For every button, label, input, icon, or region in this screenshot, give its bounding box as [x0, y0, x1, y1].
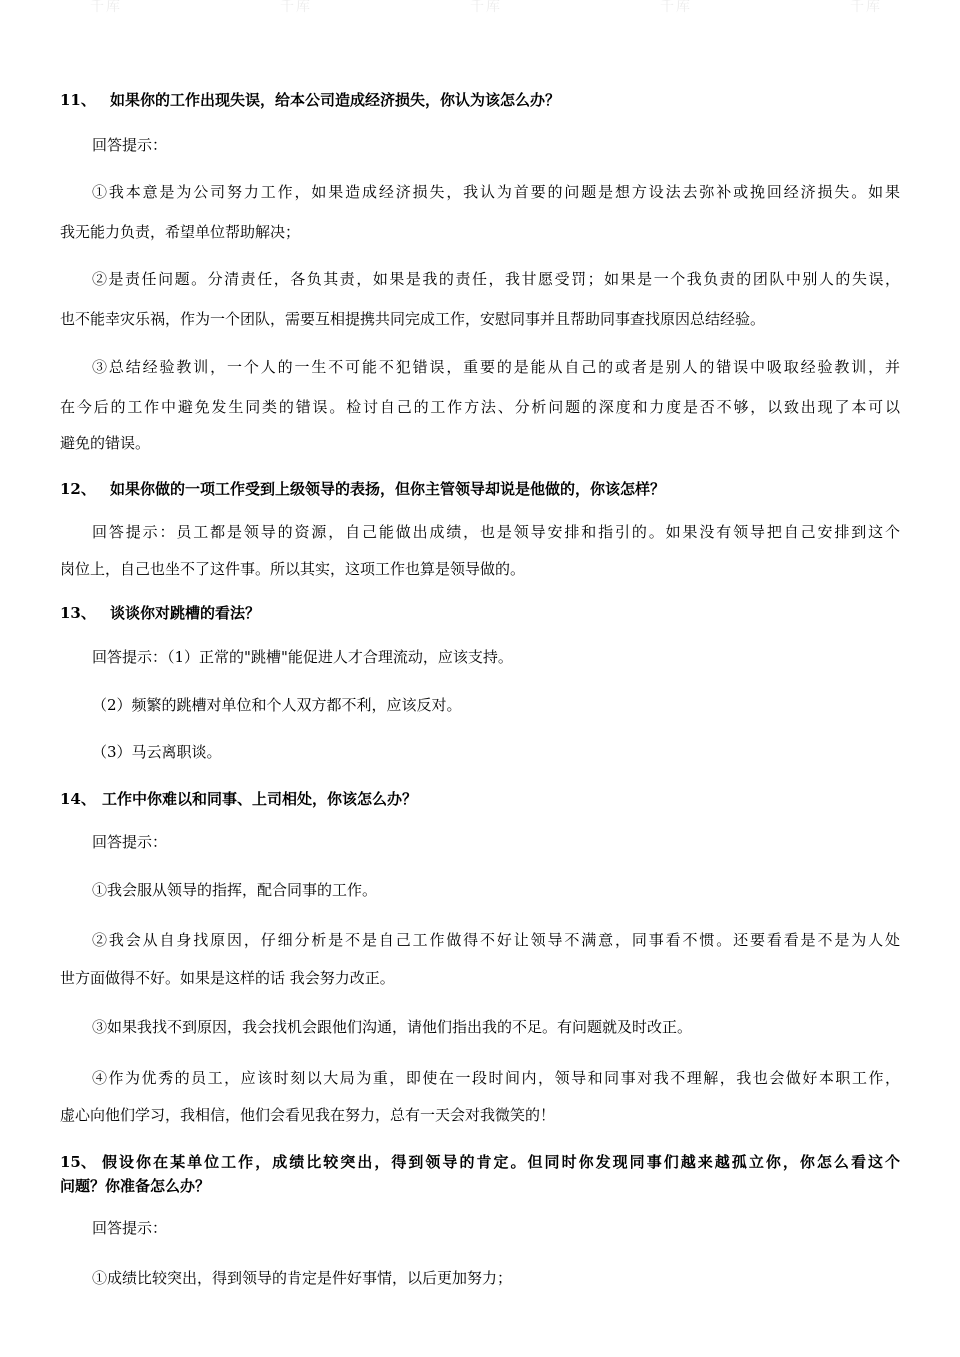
answer-line: 在今后的工作中避免发生同类的错误。检讨自己的工作方法、分析问题的深度和力度是否不够，以致出现了本可以	[60, 398, 900, 416]
hint-text: 回答提示：	[92, 1219, 168, 1237]
answer-line: ③总结经验教训，一个人的一生不可能不犯错误，重要的是能从自己的或者是别人的错误中吸取经验教训，并	[92, 358, 900, 376]
answer-paragraph	[0, 431, 960, 455]
answer-line: ①我本意是为公司努力工作，如果造成经济损失，我认为首要的问题是想方设法去弥补或挽回经济损失。如果	[92, 183, 900, 201]
watermark-text: 千库	[470, 0, 502, 14]
watermark-text: 千库	[90, 0, 122, 14]
answer-paragraph	[0, 395, 960, 419]
answer-paragraph	[0, 1103, 960, 1127]
answer-paragraph	[0, 180, 960, 204]
question-12	[0, 477, 960, 501]
question-15-continued	[0, 1174, 960, 1198]
question-text: 如果你做的一项工作受到上级领导的表扬，但你主管领导却说是他做的，你该怎样？	[110, 480, 666, 498]
answer-paragraph	[0, 557, 960, 581]
question-11	[0, 88, 960, 112]
question-number: 11、	[60, 91, 96, 109]
question-number: 15、	[60, 1153, 96, 1171]
answer-line: 避免的错误。	[60, 434, 151, 452]
watermark-text: 千库	[850, 0, 882, 14]
answer-line: ④作为优秀的员工，应该时刻以大局为重，即使在一段时间内，领导和同事对我不理解，我也会做好本职工作，	[92, 1069, 900, 1087]
answer-text: 回答提示：（1）正常的"跳槽"能促进人才合理流动，应该支持。	[92, 648, 513, 666]
answer-line: ②我会从自身找原因，仔细分析是不是自己工作做得不好让领导不满意，同事看不惯。还要看看是不是为人处	[92, 931, 900, 949]
answer-hint-label	[0, 830, 960, 854]
question-number: 12、	[60, 480, 96, 498]
answer-paragraph	[0, 220, 960, 244]
question-number: 14、	[60, 790, 96, 808]
answer-line: 世方面做得不好。如果是这样的话 我会努力改正。	[60, 969, 395, 987]
answer-paragraph	[0, 1066, 960, 1090]
answer-paragraph	[0, 1266, 960, 1290]
answer-paragraph	[0, 878, 960, 902]
answer-paragraph	[0, 966, 960, 990]
answer-line: ①成绩比较突出，得到领导的肯定是件好事情，以后更加努力；	[92, 1269, 513, 1287]
hint-text: 回答提示：	[92, 136, 168, 154]
answer-text: （3）马云离职谈。	[92, 743, 222, 761]
answer-line: ②是责任问题。分清责任，各负其责，如果是我的责任，我甘愿受罚；如果是一个我负责的团队中别人的失误，	[92, 270, 900, 288]
answer-hint-label	[0, 1216, 960, 1240]
answer-paragraph	[0, 928, 960, 952]
question-14	[0, 787, 960, 811]
question-text: 假设你在某单位工作，成绩比较突出，得到领导的肯定。但同时你发现同事们越来越孤立你，你怎么看这个	[102, 1153, 900, 1171]
answer-paragraph	[0, 307, 960, 331]
question-15	[0, 1150, 960, 1174]
answer-hint-label	[0, 133, 960, 157]
answer-paragraph	[0, 267, 960, 291]
question-13	[0, 601, 960, 625]
question-text: 工作中你难以和同事、上司相处，你该怎么办？	[102, 790, 418, 808]
question-text: 谈谈你对跳槽的看法？	[110, 604, 261, 622]
answer-line	[0, 645, 960, 669]
answer-line	[0, 693, 960, 717]
answer-line: 岗位上，自己也坐不了这件事。所以其实，这项工作也算是领导做的。	[60, 560, 526, 578]
answer-paragraph	[0, 520, 960, 544]
answer-line	[0, 740, 960, 764]
answer-line: 虚心向他们学习，我相信，他们会看见我在努力，总有一天会对我微笑的！	[60, 1106, 556, 1124]
hint-text: 回答提示：	[92, 833, 168, 851]
answer-paragraph	[0, 1015, 960, 1039]
question-text: 问题？你准备怎么办？	[60, 1177, 211, 1195]
watermark-text: 千库	[660, 0, 692, 14]
answer-line: 回答提示：员工都是领导的资源，自己能做出成绩，也是领导安排和指引的。如果没有领导把自己安排到这个	[92, 523, 900, 541]
answer-line: ①我会服从领导的指挥，配合同事的工作。	[92, 881, 378, 899]
question-text: 如果你的工作出现失误，给本公司造成经济损失，你认为该怎么办？	[110, 91, 561, 109]
answer-text: （2）频繁的跳槽对单位和个人双方都不利，应该反对。	[92, 696, 462, 714]
answer-line: ③如果我找不到原因，我会找机会跟他们沟通，请他们指出我的不足。有问题就及时改正。	[92, 1018, 693, 1036]
answer-line: 我无能力负责，希望单位帮助解决；	[60, 223, 301, 241]
watermark-text: 千库	[280, 0, 312, 14]
answer-line: 也不能幸灾乐祸，作为一个团队，需要互相提携共同完成工作，安慰同事并且帮助同事查找原因总结经验。	[60, 310, 766, 328]
answer-paragraph	[0, 355, 960, 379]
question-number: 13、	[60, 604, 96, 622]
